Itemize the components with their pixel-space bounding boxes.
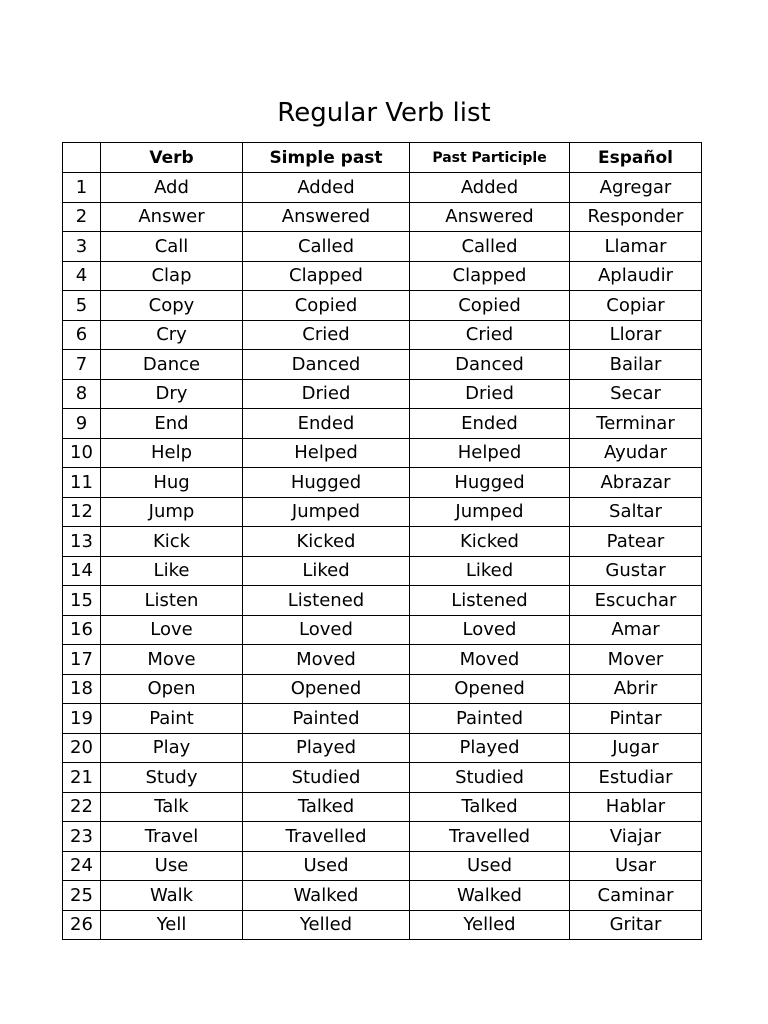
- simple-past-cell: Added: [243, 173, 410, 203]
- table-row: [63, 438, 702, 468]
- espanol-cell: Aplaudir: [570, 261, 702, 291]
- past-participle-cell: Loved: [410, 615, 570, 645]
- espanol-cell: Llorar: [570, 320, 702, 350]
- past-participle-cell: Listened: [410, 586, 570, 616]
- simple-past-cell: Walked: [243, 881, 410, 911]
- espanol-cell: Escuchar: [570, 586, 702, 616]
- past-participle-cell: Jumped: [410, 497, 570, 527]
- simple-past-cell: Listened: [243, 586, 410, 616]
- simple-past-cell: Called: [243, 232, 410, 262]
- table-row: [63, 881, 702, 911]
- table-row: [63, 350, 702, 380]
- row-number: 26: [63, 910, 101, 940]
- past-participle-cell: Painted: [410, 704, 570, 734]
- row-number: 4: [63, 261, 101, 291]
- row-number: 10: [63, 438, 101, 468]
- past-participle-cell: Dried: [410, 379, 570, 409]
- table-row: [63, 704, 702, 734]
- row-number: 19: [63, 704, 101, 734]
- past-participle-cell: Called: [410, 232, 570, 262]
- simple-past-cell: Dried: [243, 379, 410, 409]
- espanol-cell: Secar: [570, 379, 702, 409]
- row-number: 16: [63, 615, 101, 645]
- verb-table-body: [63, 173, 702, 940]
- row-number: 6: [63, 320, 101, 350]
- espanol-cell: Responder: [570, 202, 702, 232]
- past-participle-cell: Liked: [410, 556, 570, 586]
- row-number: 3: [63, 232, 101, 262]
- past-participle-cell: Kicked: [410, 527, 570, 557]
- row-number: 5: [63, 291, 101, 321]
- past-participle-cell: Opened: [410, 674, 570, 704]
- espanol-cell: Usar: [570, 851, 702, 881]
- verb-cell: End: [101, 409, 243, 439]
- verb-cell: Answer: [101, 202, 243, 232]
- espanol-cell: Bailar: [570, 350, 702, 380]
- past-participle-cell: Travelled: [410, 822, 570, 852]
- page-title: Regular Verb list: [277, 98, 491, 128]
- verb-cell: Call: [101, 232, 243, 262]
- table-row: [63, 173, 702, 203]
- verb-cell: Listen: [101, 586, 243, 616]
- table-row: [63, 379, 702, 409]
- espanol-cell: Amar: [570, 615, 702, 645]
- simple-past-cell: Danced: [243, 350, 410, 380]
- table-row: [63, 615, 702, 645]
- table-row: [63, 527, 702, 557]
- table-row: [63, 586, 702, 616]
- row-number: 17: [63, 645, 101, 675]
- past-participle-cell: Talked: [410, 792, 570, 822]
- row-number: 1: [63, 173, 101, 203]
- simple-past-cell: Moved: [243, 645, 410, 675]
- verb-cell: Dry: [101, 379, 243, 409]
- table-row: [63, 645, 702, 675]
- table-row: [63, 851, 702, 881]
- table-row: [63, 202, 702, 232]
- verb-cell: Copy: [101, 291, 243, 321]
- espanol-cell: Caminar: [570, 881, 702, 911]
- row-number: 15: [63, 586, 101, 616]
- past-participle-cell: Yelled: [410, 910, 570, 940]
- espanol-cell: Mover: [570, 645, 702, 675]
- header-past-participle: Past Participle: [410, 143, 570, 173]
- simple-past-cell: Studied: [243, 763, 410, 793]
- row-number: 18: [63, 674, 101, 704]
- verb-cell: Play: [101, 733, 243, 763]
- simple-past-cell: Helped: [243, 438, 410, 468]
- header-verb: Verb: [101, 143, 243, 173]
- table-row: [63, 674, 702, 704]
- verb-cell: Kick: [101, 527, 243, 557]
- simple-past-cell: Opened: [243, 674, 410, 704]
- past-participle-cell: Helped: [410, 438, 570, 468]
- row-number: 22: [63, 792, 101, 822]
- simple-past-cell: Travelled: [243, 822, 410, 852]
- verb-table: [62, 142, 702, 940]
- espanol-cell: Patear: [570, 527, 702, 557]
- past-participle-cell: Hugged: [410, 468, 570, 498]
- verb-cell: Cry: [101, 320, 243, 350]
- espanol-cell: Gustar: [570, 556, 702, 586]
- simple-past-cell: Talked: [243, 792, 410, 822]
- simple-past-cell: Yelled: [243, 910, 410, 940]
- espanol-cell: Pintar: [570, 704, 702, 734]
- verb-cell: Add: [101, 173, 243, 203]
- past-participle-cell: Added: [410, 173, 570, 203]
- header-number: [63, 143, 101, 173]
- verb-cell: Yell: [101, 910, 243, 940]
- table-row: [63, 792, 702, 822]
- simple-past-cell: Used: [243, 851, 410, 881]
- espanol-cell: Viajar: [570, 822, 702, 852]
- table-row: [63, 291, 702, 321]
- espanol-cell: Gritar: [570, 910, 702, 940]
- espanol-cell: Abrazar: [570, 468, 702, 498]
- past-participle-cell: Copied: [410, 291, 570, 321]
- table-row: [63, 733, 702, 763]
- espanol-cell: Llamar: [570, 232, 702, 262]
- verb-cell: Dance: [101, 350, 243, 380]
- verb-cell: Talk: [101, 792, 243, 822]
- espanol-cell: Hablar: [570, 792, 702, 822]
- past-participle-cell: Ended: [410, 409, 570, 439]
- verb-cell: Move: [101, 645, 243, 675]
- header-espanol: Español: [570, 143, 702, 173]
- simple-past-cell: Clapped: [243, 261, 410, 291]
- verb-cell: Clap: [101, 261, 243, 291]
- past-participle-cell: Moved: [410, 645, 570, 675]
- past-participle-cell: Studied: [410, 763, 570, 793]
- row-number: 7: [63, 350, 101, 380]
- past-participle-cell: Walked: [410, 881, 570, 911]
- row-number: 23: [63, 822, 101, 852]
- espanol-cell: Agregar: [570, 173, 702, 203]
- row-number: 12: [63, 497, 101, 527]
- table-row: [63, 320, 702, 350]
- past-participle-cell: Played: [410, 733, 570, 763]
- simple-past-cell: Copied: [243, 291, 410, 321]
- table-row: [63, 497, 702, 527]
- simple-past-cell: Loved: [243, 615, 410, 645]
- table-row: [63, 232, 702, 262]
- espanol-cell: Terminar: [570, 409, 702, 439]
- row-number: 11: [63, 468, 101, 498]
- espanol-cell: Jugar: [570, 733, 702, 763]
- row-number: 2: [63, 202, 101, 232]
- table-row: [63, 910, 702, 940]
- verb-cell: Like: [101, 556, 243, 586]
- row-number: 13: [63, 527, 101, 557]
- table-row: [63, 468, 702, 498]
- verb-cell: Use: [101, 851, 243, 881]
- table-row: [63, 409, 702, 439]
- past-participle-cell: Cried: [410, 320, 570, 350]
- row-number: 24: [63, 851, 101, 881]
- simple-past-cell: Answered: [243, 202, 410, 232]
- verb-cell: Travel: [101, 822, 243, 852]
- verb-cell: Paint: [101, 704, 243, 734]
- simple-past-cell: Ended: [243, 409, 410, 439]
- verb-cell: Love: [101, 615, 243, 645]
- past-participle-cell: Answered: [410, 202, 570, 232]
- verb-cell: Jump: [101, 497, 243, 527]
- row-number: 14: [63, 556, 101, 586]
- table-row: [63, 822, 702, 852]
- simple-past-cell: Jumped: [243, 497, 410, 527]
- past-participle-cell: Used: [410, 851, 570, 881]
- header-simple-past: Simple past: [243, 143, 410, 173]
- espanol-cell: Estudiar: [570, 763, 702, 793]
- row-number: 8: [63, 379, 101, 409]
- row-number: 9: [63, 409, 101, 439]
- espanol-cell: Abrir: [570, 674, 702, 704]
- simple-past-cell: Kicked: [243, 527, 410, 557]
- past-participle-cell: Danced: [410, 350, 570, 380]
- simple-past-cell: Hugged: [243, 468, 410, 498]
- espanol-cell: Ayudar: [570, 438, 702, 468]
- row-number: 21: [63, 763, 101, 793]
- verb-cell: Study: [101, 763, 243, 793]
- past-participle-cell: Clapped: [410, 261, 570, 291]
- simple-past-cell: Cried: [243, 320, 410, 350]
- table-row: [63, 763, 702, 793]
- header-row: [63, 143, 702, 173]
- simple-past-cell: Painted: [243, 704, 410, 734]
- table-row: [63, 556, 702, 586]
- verb-table-header: [63, 143, 702, 173]
- verb-cell: Open: [101, 674, 243, 704]
- simple-past-cell: Played: [243, 733, 410, 763]
- verb-cell: Hug: [101, 468, 243, 498]
- verb-cell: Walk: [101, 881, 243, 911]
- verb-cell: Help: [101, 438, 243, 468]
- row-number: 20: [63, 733, 101, 763]
- espanol-cell: Saltar: [570, 497, 702, 527]
- espanol-cell: Copiar: [570, 291, 702, 321]
- row-number: 25: [63, 881, 101, 911]
- table-row: [63, 261, 702, 291]
- simple-past-cell: Liked: [243, 556, 410, 586]
